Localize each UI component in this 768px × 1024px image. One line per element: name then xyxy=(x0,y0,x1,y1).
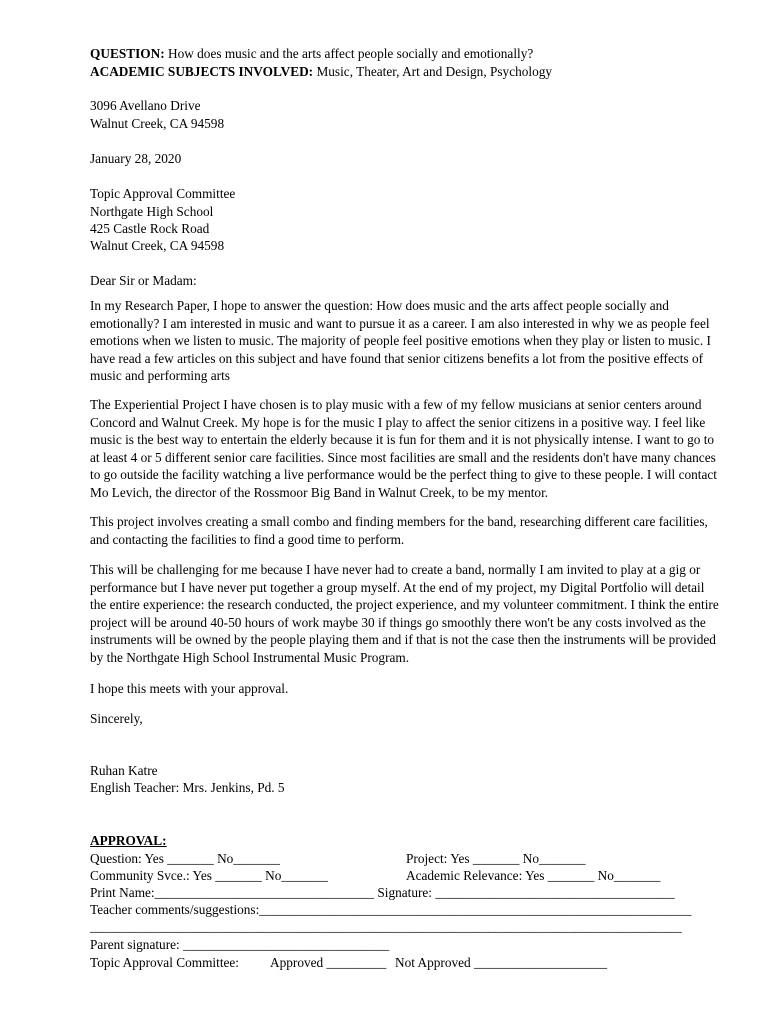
body-paragraph-4: This will be challenging for me because I have never had to create a band, normally I am invited to play at a gig or performance but I have never put together a group myself. At the end of my project, my Digital Portfolio will detail the entire experience: the research conducted, the project experience, and my volunteer commitment. I think the entire project will be around 40-50 hours of work maybe 30 if things go smoothly there won't be any costs involved as the instruments will be owned by the people playing them and if that is not the case then the instruments will be provided by the Northgate High School Instrumental Music Program. xyxy=(90,562,719,665)
approval-print-name-row: Print Name:_________________________________ Signature: ____________________________________ xyxy=(90,885,675,900)
approval-community-row: Community Svce.: Yes _______ No_______ xyxy=(90,868,328,883)
signature-name: Ruhan Katre xyxy=(90,763,158,778)
salutation: Dear Sir or Madam: xyxy=(90,273,197,288)
recipient-line-4: Walnut Creek, CA 94598 xyxy=(90,238,225,253)
approval-blank-row: _________________________________________________________________________________________ xyxy=(90,919,682,934)
subjects-label: ACADEMIC SUBJECTS INVOLVED: xyxy=(90,64,314,79)
subjects-text: Music, Theater, Art and Design, Psychology xyxy=(313,64,553,79)
approval-not-approved-label: Not Approved ____________________ xyxy=(395,955,608,970)
body-paragraph-1: In my Research Paper, I hope to answer the question: How does music and the arts affect people socially and emotionally? I am interested in music and want to pursue it as a career. I am also interested in why we as people feel emotions when we listen to music. The majority of people feel positive emotions when they play or listen to music. I have read a few articles on this subject and have found that senior citizens benefits a lot from the positive effects of music and performing arts xyxy=(90,298,711,384)
subjects-line xyxy=(90,64,552,80)
closing: Sincerely, xyxy=(90,711,143,726)
body-paragraph-2: The Experiential Project I have chosen is to play music with a few of my fellow musicians at senior centers around Concord and Walnut Creek. My hope is for the music I play to affect the senior citizens in a positive way. I feel like music is the best way to entertain the elderly because it is fun for them and it is not physically intense. I want to go to at least 4 or 5 different senior care facilities. Since most facilities are small and the residents don't have many chances to go outside the facility watching a live performance would be the perfect thing to give to these people. I will contact Mo Levich, the director of the Rossmoor Big Band in Walnut Creek, to be my mentor. xyxy=(90,397,717,500)
approval-project-row: Project: Yes _______ No_______ xyxy=(406,851,586,866)
approval-approved-label: Approved _________ xyxy=(270,955,387,970)
approval-teacher-comments-row: Teacher comments/suggestions:_________________________________________________________________ xyxy=(90,902,692,917)
sender-street: 3096 Avellano Drive xyxy=(90,98,201,113)
question-label: QUESTION: xyxy=(90,46,165,61)
body-paragraph-5: I hope this meets with your approval. xyxy=(90,681,289,696)
approval-parent-row: Parent signature: _______________________________ xyxy=(90,937,390,952)
question-text: How does music and the arts affect people socially and emotionally? xyxy=(164,46,534,61)
body-paragraph-3: This project involves creating a small combo and finding members for the band, researching different care facilities, and contacting the facilities to find a good time to perform. xyxy=(90,514,708,547)
question-line xyxy=(90,46,533,62)
sender-city: Walnut Creek, CA 94598 xyxy=(90,116,225,131)
recipient-line-1: Topic Approval Committee xyxy=(90,186,236,201)
recipient-line-3: 425 Castle Rock Road xyxy=(90,221,210,236)
approval-academic-row: Academic Relevance: Yes _______ No_______ xyxy=(406,868,661,883)
approval-question-row: Question: Yes _______ No_______ xyxy=(90,851,280,866)
approval-committee-label: Topic Approval Committee: xyxy=(90,955,240,970)
approval-heading: APPROVAL: xyxy=(90,833,167,848)
signature-teacher: English Teacher: Mrs. Jenkins, Pd. 5 xyxy=(90,780,285,795)
letter-date: January 28, 2020 xyxy=(90,151,182,166)
recipient-line-2: Northgate High School xyxy=(90,204,214,219)
